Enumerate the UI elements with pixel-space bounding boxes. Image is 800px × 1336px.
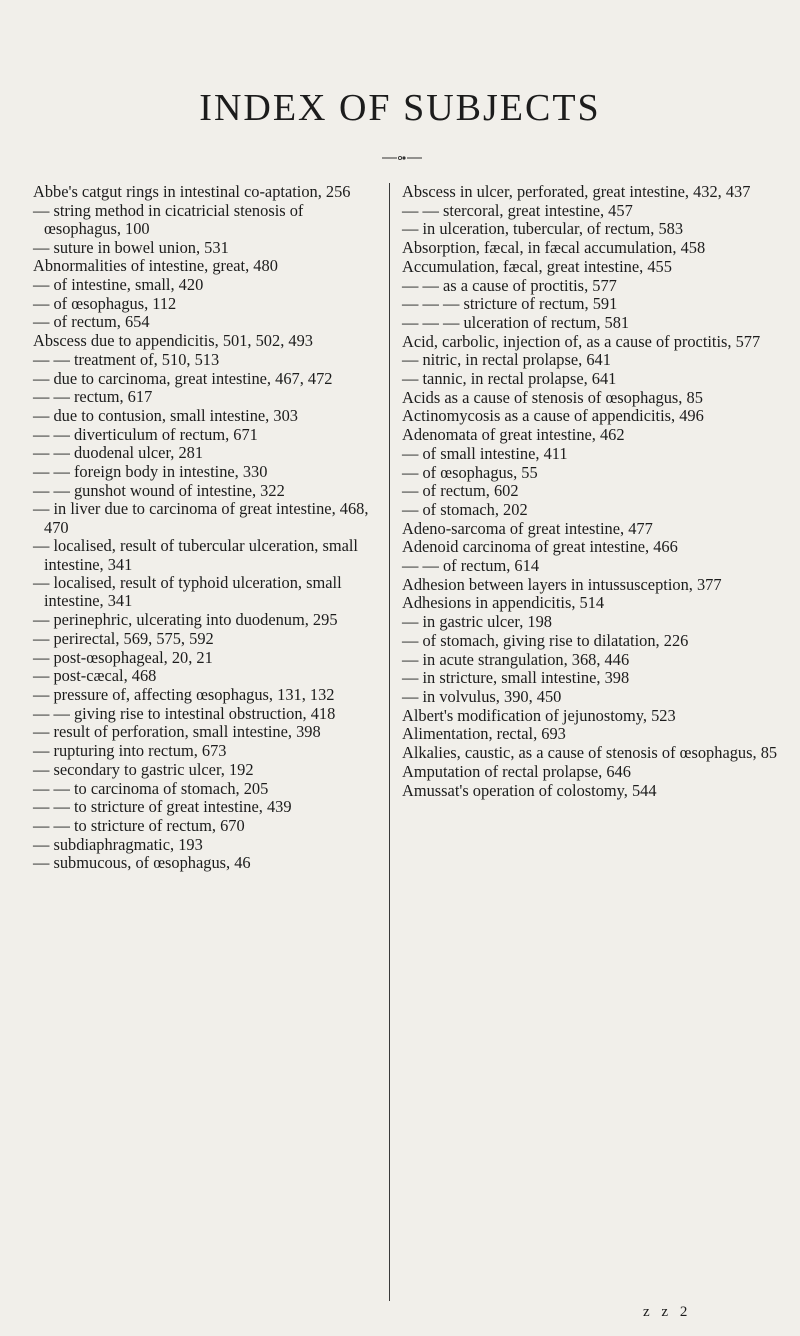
index-entry: — perinephric, ulcerating into duodenum, 295 [33, 610, 338, 630]
index-entry: Adhesion between layers in intussusception, 377 [402, 574, 722, 594]
index-entry: Albert's modification of jejunostomy, 523 [402, 705, 676, 725]
index-entry: Adeno-sarcoma of great intestine, 477 [402, 518, 653, 538]
index-entry: — — treatment of, 510, 513 [33, 349, 220, 369]
index-entry: — — as a cause of proctitis, 577 [402, 275, 617, 295]
index-entry: — string method in cicatricial stenosis of œsophagus, 100 [33, 200, 304, 238]
index-entry: Adenomata of great intestine, 462 [402, 425, 625, 445]
index-entry: Alimentation, rectal, 693 [402, 724, 566, 744]
index-entry: — of small intestine, 411 [402, 443, 568, 463]
index-entry: Accumulation, fæcal, great intestine, 455 [402, 256, 672, 276]
index-entry: — subdiaphragmatic, 193 [33, 834, 203, 854]
index-entry: — — duodenal ulcer, 281 [33, 443, 204, 463]
index-entry: — — to stricture of rectum, 670 [33, 815, 245, 835]
index-entry: Amussat's operation of colostomy, 544 [402, 780, 657, 800]
index-entry: — tannic, in rectal prolapse, 641 [402, 369, 617, 389]
index-entry: — due to carcinoma, great intestine, 467, 472 [33, 368, 333, 388]
signature-mark: z z 2 [643, 1304, 692, 1320]
index-entry: — of œsophagus, 112 [33, 293, 177, 313]
index-entry: — — diverticulum of rectum, 671 [33, 424, 258, 444]
index-column-right [402, 183, 780, 800]
index-entry: — — giving rise to intestinal obstruction, 418 [33, 703, 336, 723]
index-entry: — suture in bowel union, 531 [33, 237, 229, 257]
index-entry: — of stomach, 202 [402, 499, 528, 519]
index-entry: — rupturing into rectum, 673 [33, 741, 227, 761]
index-entry: — localised, result of tubercular ulceration, small intestine, 341 [33, 536, 358, 574]
index-entry: Abscess in ulcer, perforated, great intestine, 432, 437 [402, 182, 751, 201]
index-entry: — pressure of, affecting œsophagus, 131, 132 [33, 684, 335, 704]
index-entry: — in volvulus, 390, 450 [402, 686, 562, 706]
index-entry: Abscess due to appendicitis, 501, 502, 493 [33, 331, 313, 351]
index-entry: Absorption, fæcal, in fæcal accumulation, 458 [402, 238, 706, 258]
index-entry: Actinomycosis as a cause of appendicitis, 496 [402, 406, 704, 426]
index-entry: — — rectum, 617 [33, 387, 153, 407]
index-entry: — nitric, in rectal prolapse, 641 [402, 350, 611, 370]
index-entry: — localised, result of typhoid ulceration, small intestine, 341 [33, 573, 342, 611]
index-entry: Abbe's catgut rings in intestinal co-aptation, 256 [33, 182, 351, 201]
index-entry: — in acute strangulation, 368, 446 [402, 649, 630, 669]
index-column-left [33, 183, 379, 873]
index-entry: — result of perforation, small intestine, 398 [33, 722, 321, 742]
index-entry: — — of rectum, 614 [402, 556, 540, 576]
index-entry: — — — stricture of rectum, 591 [402, 294, 618, 314]
title-ornament [382, 155, 422, 161]
index-entry: — of rectum, 602 [402, 481, 519, 501]
index-entry: Alkalies, caustic, as a cause of stenosis of œsophagus, 85 [402, 743, 778, 763]
index-entry: Adenoid carcinoma of great intestine, 466 [402, 537, 678, 557]
index-entry: Acids as a cause of stenosis of œsophagus, 85 [402, 387, 703, 407]
index-entry: — due to contusion, small intestine, 303 [33, 405, 298, 425]
index-entry: — — to stricture of great intestine, 439 [33, 797, 292, 817]
index-entry: — of stomach, giving rise to dilatation, 226 [402, 630, 689, 650]
column-divider [389, 183, 390, 1301]
index-entry: Amputation of rectal prolapse, 646 [402, 761, 631, 781]
index-entry: — secondary to gastric ulcer, 192 [33, 759, 254, 779]
page-title: INDEX OF SUBJECTS [199, 87, 601, 129]
index-entry: — post-œsophageal, 20, 21 [33, 647, 213, 667]
index-entry: — of intestine, small, 420 [33, 275, 204, 295]
index-entry: — submucous, of œsophagus, 46 [33, 853, 251, 873]
index-entry: — — gunshot wound of intestine, 322 [33, 480, 285, 500]
index-entry: Adhesions in appendicitis, 514 [402, 593, 605, 613]
index-entry: — in ulceration, tubercular, of rectum, 583 [402, 219, 684, 239]
index-entry: Abnormalities of intestine, great, 480 [33, 256, 278, 276]
index-entry: — post-cæcal, 468 [33, 666, 157, 686]
index-entry: — in stricture, small intestine, 398 [402, 668, 630, 688]
index-entry: — in liver due to carcinoma of great intestine, 468, 470 [33, 499, 369, 537]
index-entry: — of rectum, 654 [33, 312, 150, 332]
index-entry: — — stercoral, great intestine, 457 [402, 200, 633, 220]
index-entry: — — — ulceration of rectum, 581 [402, 312, 630, 332]
index-entry: — of œsophagus, 55 [402, 462, 538, 482]
index-entry: Acid, carbolic, injection of, as a cause of proctitis, 577 [402, 331, 761, 351]
index-entry: — — foreign body in intestine, 330 [33, 462, 268, 482]
index-entry: — in gastric ulcer, 198 [402, 612, 553, 632]
index-entry: — — to carcinoma of stomach, 205 [33, 778, 269, 798]
index-entry: — perirectal, 569, 575, 592 [33, 628, 214, 648]
